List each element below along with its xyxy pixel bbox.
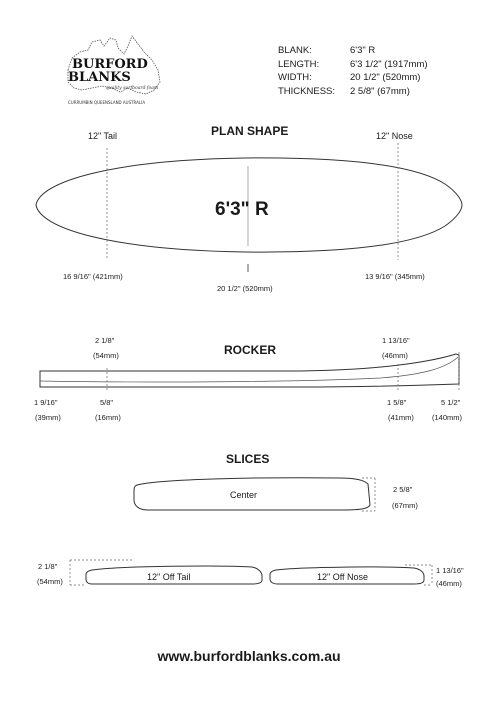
- plan-model-label: 6'3" R: [215, 199, 269, 220]
- website-url[interactable]: www.burfordblanks.com.au: [157, 648, 341, 664]
- slice-tail-thickness-mm: (54mm): [37, 577, 63, 586]
- plan-nose-width: 13 9/16" (345mm): [365, 272, 425, 281]
- rocker-bottom-curve: [40, 357, 458, 382]
- slices-heading: SLICES: [226, 452, 270, 466]
- plan-nose-label: 12" Nose: [376, 131, 413, 141]
- spec-label: BLANK:: [278, 45, 312, 56]
- slice-nose-thickness: 1 13/16": [436, 566, 464, 575]
- rocker-nose-12-bottom: 1 5/8": [387, 398, 407, 407]
- slice-tail-thickness: 2 1/8": [38, 562, 58, 571]
- logo-word-burford: BURFORD: [72, 57, 148, 72]
- rocker-nose-12-bottom-mm: (41mm): [388, 413, 414, 422]
- spec-label: LENGTH:: [278, 58, 320, 70]
- logo-location: CURRUMBIN QUEENSLAND AUSTRALIA: [68, 100, 146, 105]
- slice-tail-label: 12" Off Tail: [147, 572, 191, 582]
- rocker-nose-12-top-mm: (46mm): [382, 351, 408, 360]
- slice-center-label: Center: [230, 490, 258, 500]
- rocker-tail-12-bottom-mm: (16mm): [95, 413, 121, 422]
- slice-center-thickness: 2 5/8": [393, 485, 413, 494]
- rocker-heading: ROCKER: [224, 343, 277, 357]
- plan-center-width: 20 1/2" (520mm): [217, 284, 273, 293]
- spec-value: 2 5/8" (67mm): [350, 85, 410, 97]
- rocker-tail-12-bottom: 5/8": [100, 398, 114, 407]
- spec-label: WIDTH:: [278, 72, 312, 83]
- spec-label: THICKNESS:: [278, 85, 336, 97]
- rocker-nose-end-mm: (140mm): [432, 413, 463, 422]
- spec-value: 20 1/2" (520mm): [350, 72, 421, 83]
- spec-value: 6'3 1/2" (1917mm): [350, 58, 428, 70]
- rocker-tail-end: 1 9/16": [34, 398, 58, 407]
- rocker-tail-end-mm: (39mm): [35, 413, 61, 422]
- logo-word-blanks: BLANKS: [68, 70, 131, 85]
- spec-value: 6'3" R: [350, 45, 376, 56]
- slice-nose-thickness-mm: (46mm): [436, 579, 462, 588]
- logo-tagline: quality surfboard foam: [106, 86, 159, 91]
- plan-tail-label: 12" Tail: [88, 131, 118, 141]
- plan-shape-heading: PLAN SHAPE: [211, 124, 289, 138]
- slice-nose-label: 12" Off Nose: [317, 572, 369, 582]
- plan-tail-width: 16 9/16" (421mm): [63, 272, 123, 281]
- rocker-nose-12-top: 1 13/16": [382, 336, 410, 345]
- rocker-tail-12-top: 2 1/8": [95, 336, 115, 345]
- rocker-tail-12-top-mm: (54mm): [93, 351, 119, 360]
- rocker-nose-end: 5 1/2": [441, 398, 461, 407]
- slice-center-thickness-mm: (67mm): [392, 501, 418, 510]
